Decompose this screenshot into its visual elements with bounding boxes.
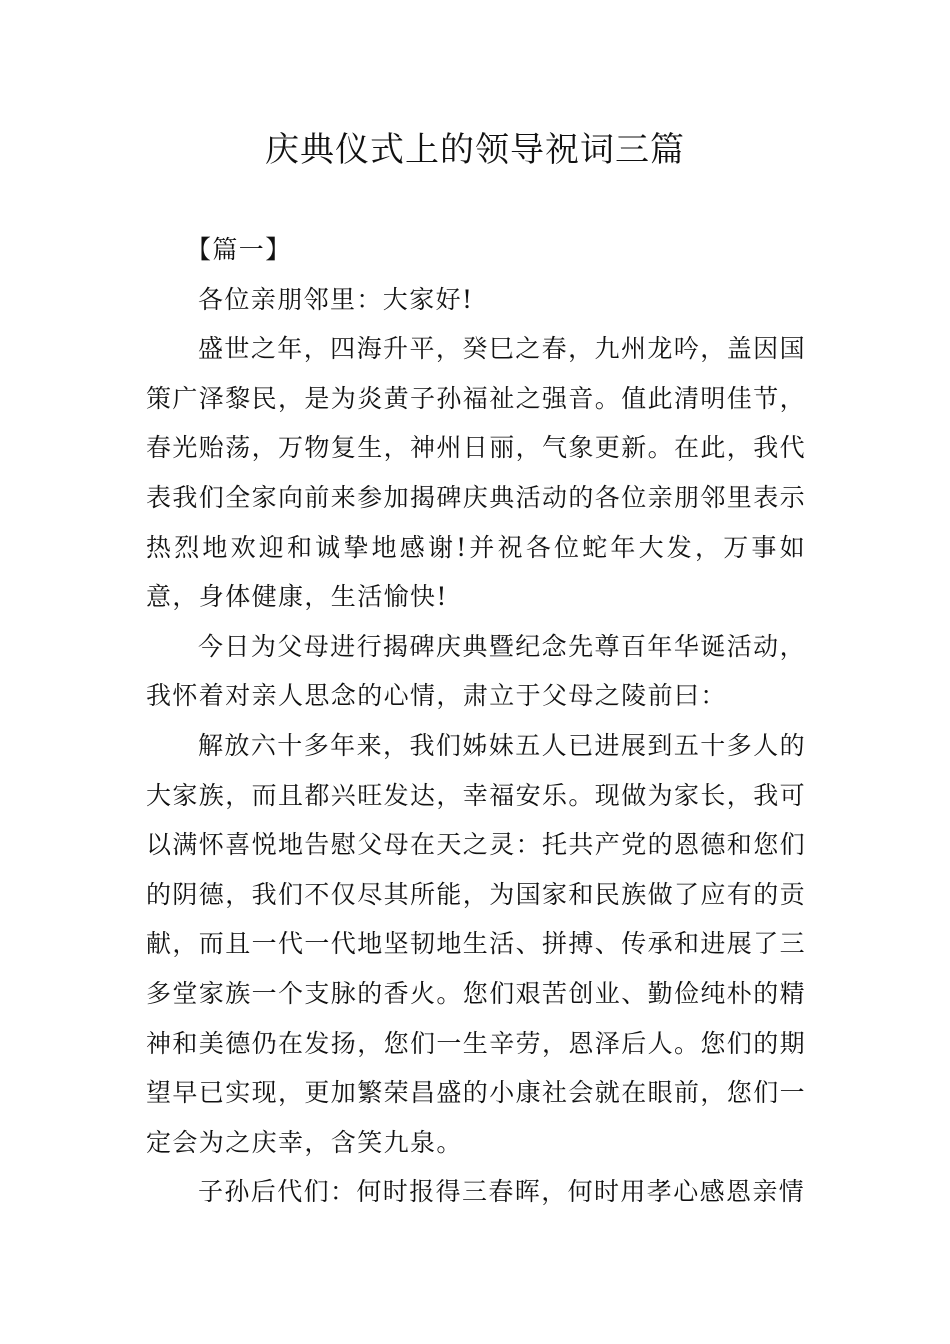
paragraph: 今日为父母进行揭碑庆典暨纪念先尊百年华诞活动，我怀着对亲人思念的心情，肃立于父母之陵前曰： [146,631,806,711]
paragraph-greeting: 各位亲朋邻里：大家好! [198,284,474,314]
paragraph: 解放六十多年来，我们姊妹五人已进展到五十多人的大家族，而且都兴旺发达，幸福安乐。现做为家长，我可以满怀喜悦地告慰父母在天之灵：托共产党的恩德和您们的阴德，我们不仅尽其所能，为国家和民族做了应有的贡献，而且一代一代地坚韧地生活、拼搏、传承和进展了三多堂家族一个支脉的香火。您们艰苦创业、勤俭纯朴的精神和美德仍在发扬，您们一生辛劳，恩泽后人。您们的期望早已实现，更加繁荣昌盛的小康社会就在眼前，您们一定会为之庆幸，含笑九泉。 [146,730,807,1157]
document-title: 庆典仪式上的领导祝词三篇 [265,130,685,170]
paragraph: 盛世之年，四海升平，癸巳之春，九州龙吟，盖因国策广泽黎民，是为炎黄子孙福祉之强音。值此清明佳节，春光贻荡，万物复生，神州日丽，气象更新。在此，我代表我们全家向前来参加揭碑庆典活动的各位亲朋邻里表示热烈地欢迎和诚挚地感谢!并祝各位蛇年大发，万事如意，身体健康，生活愉快! [146,334,807,612]
document-body [146,225,806,1217]
section-label: 【篇一】 [186,235,292,264]
paragraph: 子孙后代们：何时报得三春晖，何时用孝心感恩亲情 [198,1177,806,1207]
